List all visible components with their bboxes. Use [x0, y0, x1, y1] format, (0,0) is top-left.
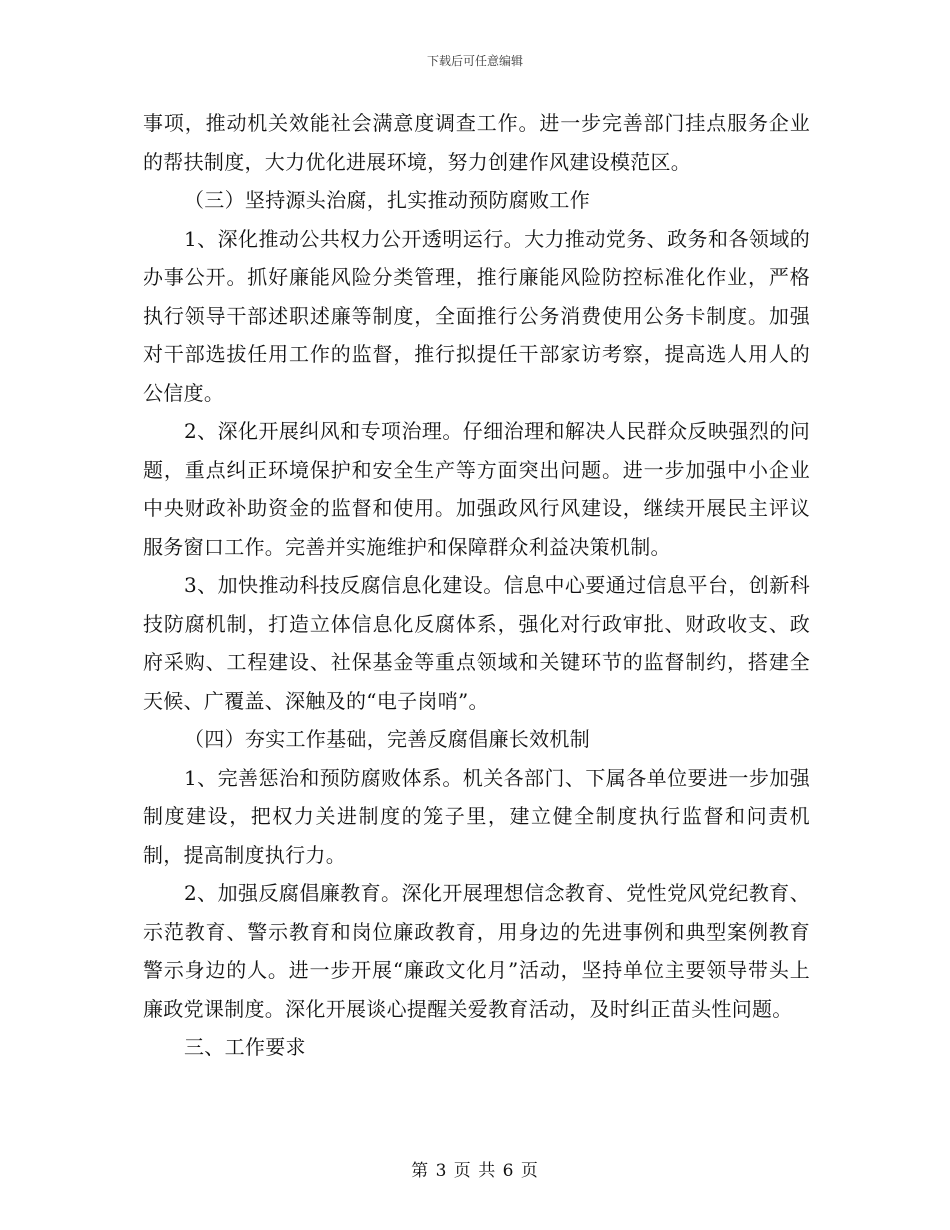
document-body	[143, 104, 810, 1067]
page-footer: 第 3 页 共 6 页	[411, 1161, 539, 1181]
section-heading-4: （四）夯实工作基础，完善反腐倡廉长效机制	[184, 727, 590, 751]
page-header: 下载后可任意编辑	[426, 54, 523, 68]
paragraph-item-3-2: 2、深化开展纠风和专项治理。仔细治理和解决人民群众反映强烈的问题，重点纠正环境保护和安全生产等方面突出问题。进一步加强中小企业中央财政补助资金的监督和使用。加强政风行风建设，继续开展民主评议服务窗口工作。完善并实施维护和保障群众利益决策机制。	[143, 419, 810, 559]
paragraph-item-4-1: 1、完善惩治和预防腐败体系。机关各部门、下属各单位要进一步加强制度建设，把权力关进制度的笼子里，建立健全制度执行监督和问责机制，提高制度执行力。	[143, 765, 810, 867]
section-heading-requirements: 三、工作要求	[184, 1035, 306, 1059]
paragraph-item-3-3: 3、加快推动科技反腐信息化建设。信息中心要通过信息平台，创新科技防腐机制，打造立体信息化反腐体系，强化对行政审批、财政收支、政府采购、工程建设、社保基金等重点领域和关键环节的监督制约，搭建全天候、广覆盖、深触及的“电子岗哨”。	[143, 573, 810, 713]
paragraph-item-4-2: 2、加强反腐倡廉教育。深化开展理想信念教育、党性党风党纪教育、示范教育、警示教育和岗位廉政教育，用身边的先进事例和典型案例教育警示身边的人。进一步开展“廉政文化月”活动，坚持单位主要领导带头上廉政党课制度。深化开展谈心提醒关爱教育活动，及时纠正苗头性问题。	[143, 881, 810, 1021]
paragraph-continuation: 事项，推动机关效能社会满意度调查工作。进一步完善部门挂点服务企业的帮扶制度，大力优化进展环境，努力创建作风建设模范区。	[143, 111, 810, 174]
paragraph-item-3-1: 1、深化推动公共权力公开透明运行。大力推动党务、政务和各领域的办事公开。抓好廉能风险分类管理，推行廉能风险防控标准化作业，严格执行领导干部述职述廉等制度，全面推行公务消费使用公务卡制度。加强对干部选拔任用工作的监督，推行拟提任干部家访考察，提高选人用人的公信度。	[143, 226, 810, 405]
section-heading-3: （三）坚持源头治腐，扎实推动预防腐败工作	[184, 188, 590, 212]
